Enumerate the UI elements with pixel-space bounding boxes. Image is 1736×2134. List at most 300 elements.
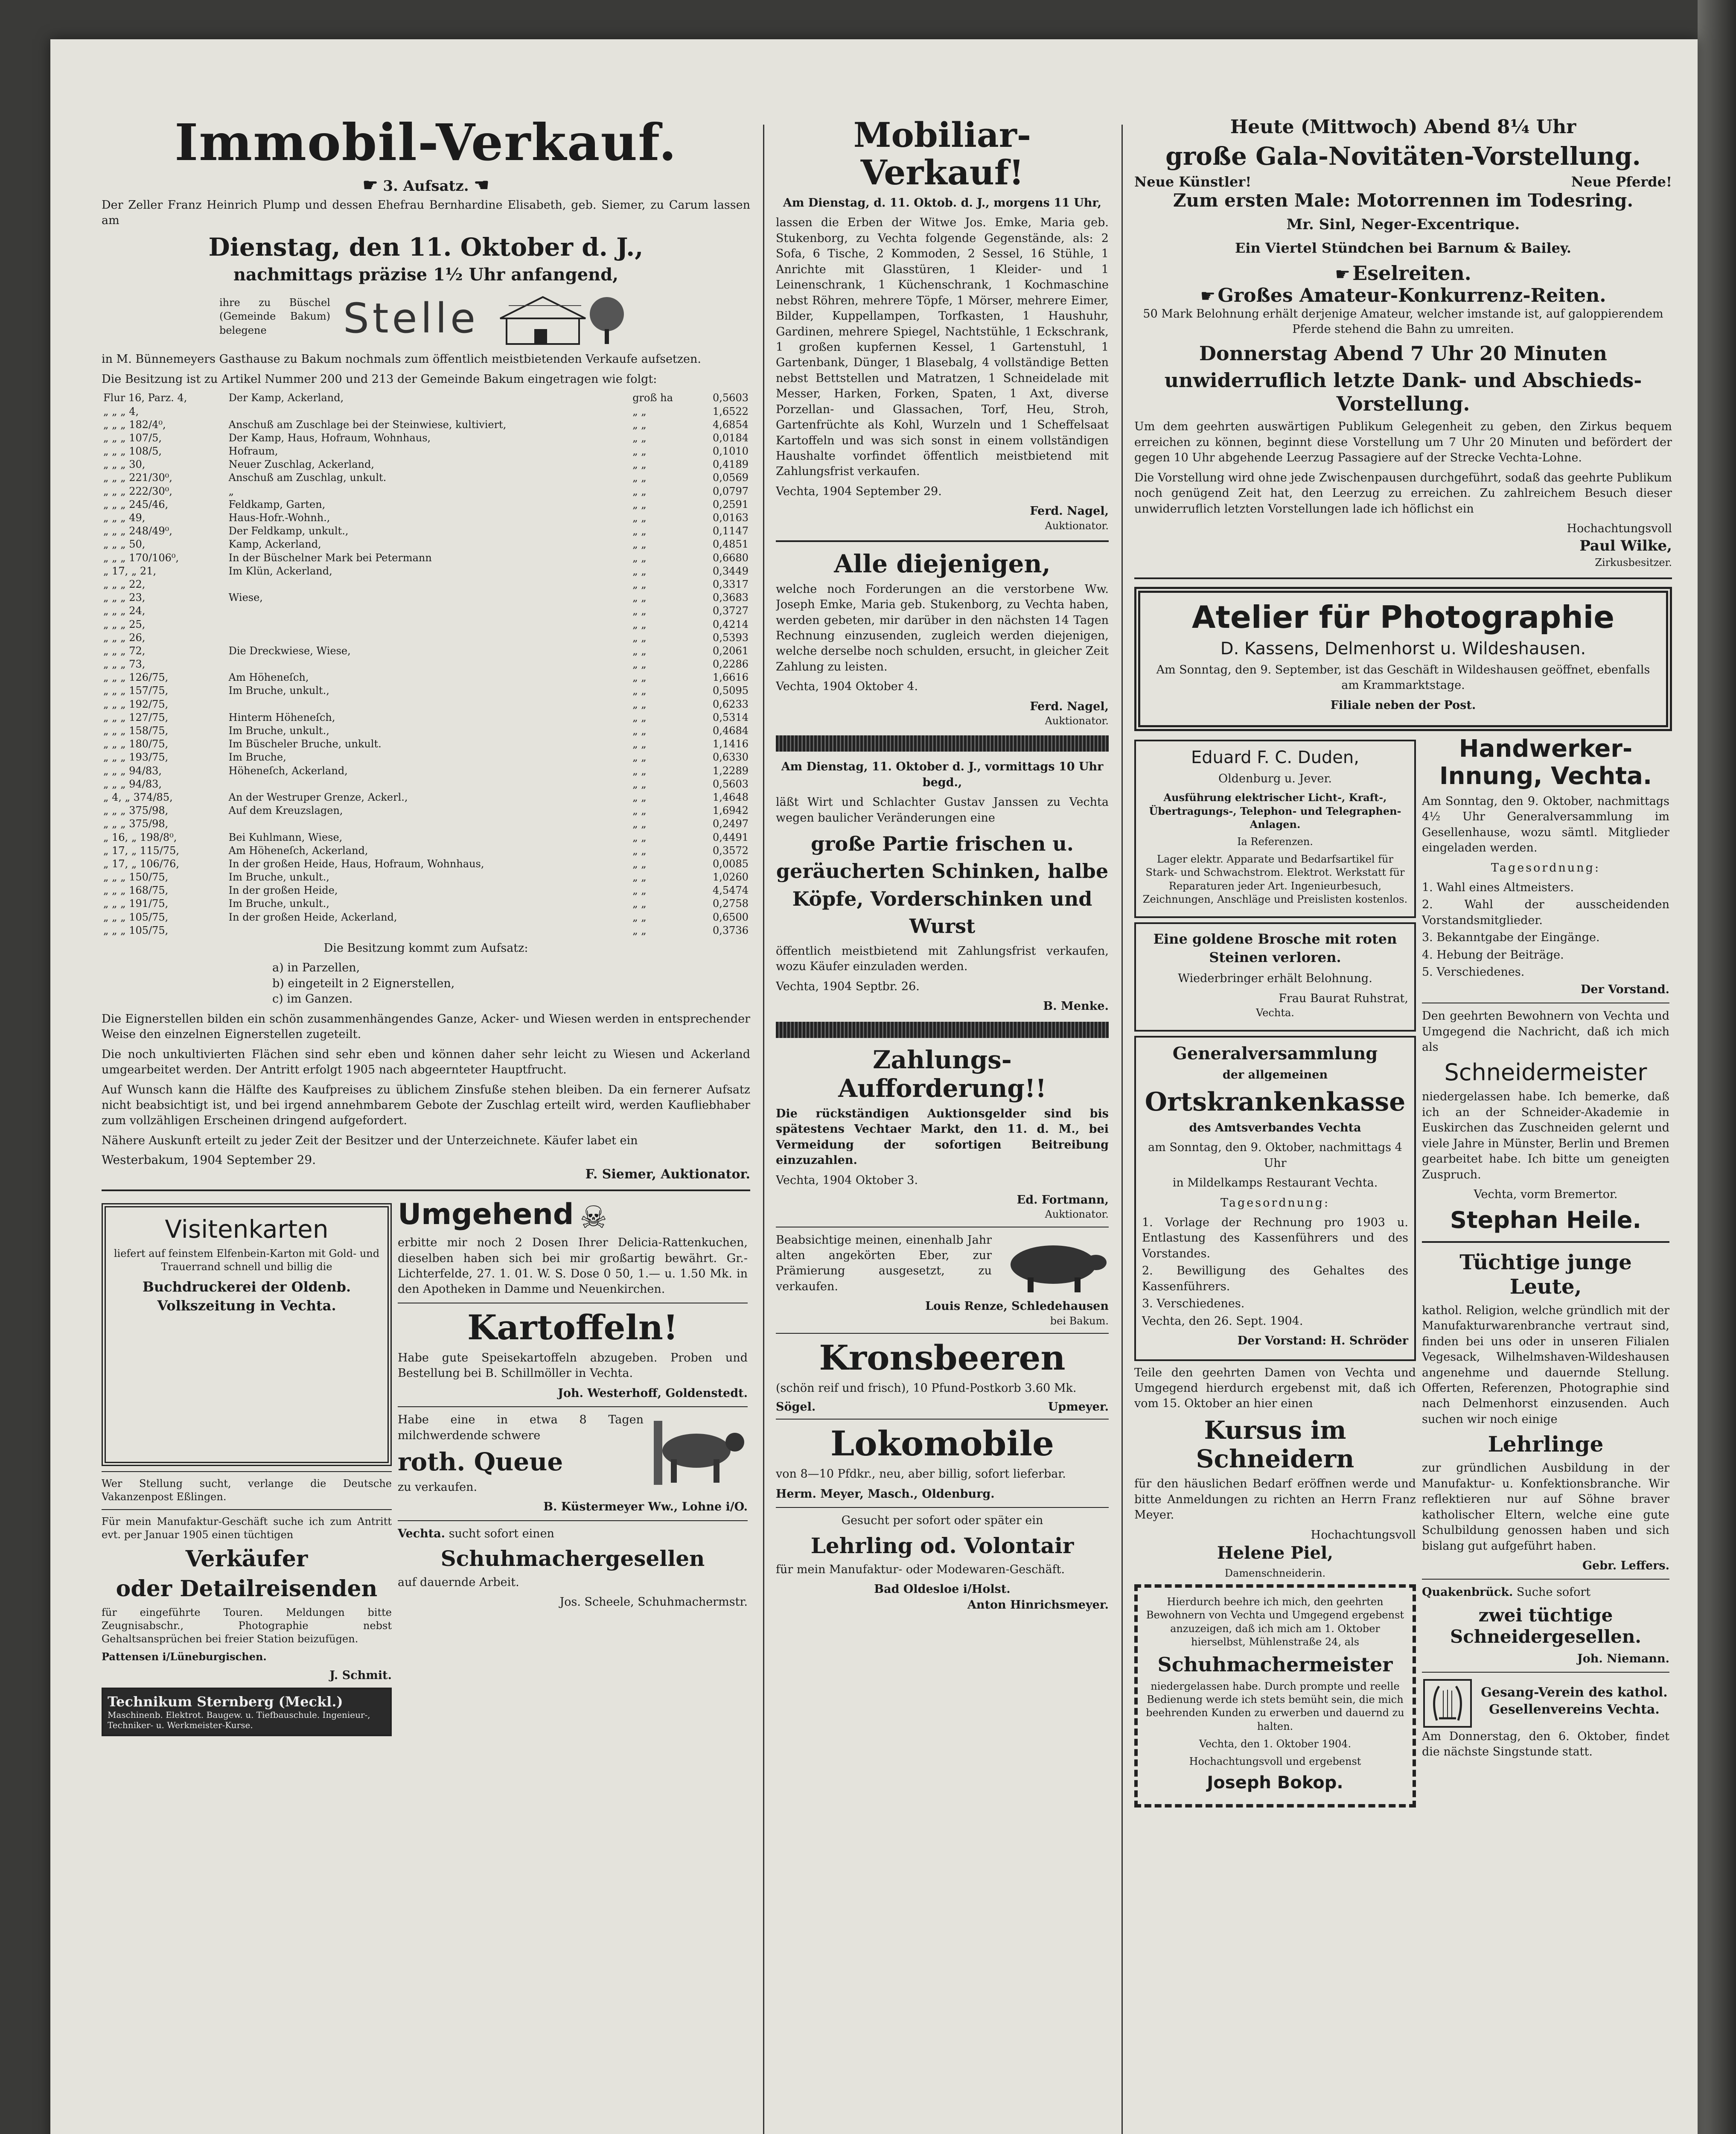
verein-ad	[1422, 1678, 1669, 1729]
parcel-area: 0,1147	[713, 525, 749, 537]
parcel-description: In der Büschelner Mark bei Petermann	[228, 551, 432, 564]
parcel-unit: „ „	[632, 445, 647, 458]
technikum-title: Technikum Sternberg (Meckl.)	[108, 1693, 343, 1710]
parcel-row	[102, 538, 750, 551]
parcel-row	[102, 884, 750, 897]
parcel-number: „ „ „ 193/75,	[103, 751, 169, 764]
parcel-area: 1,4648	[713, 791, 749, 803]
parcel-area: 0,4189	[713, 458, 749, 471]
parcel-number: „ „ „ 191/75,	[103, 898, 169, 910]
schinken-date2: Vechta, 1904 Septbr. 26.	[776, 980, 920, 993]
small-ads-row	[102, 1199, 750, 1740]
parcel-row	[102, 911, 750, 924]
gesellen-sign: Joh. Niemann.	[1577, 1652, 1669, 1665]
parcel-unit: „ „	[632, 791, 647, 803]
lehrling-text: Gesucht per sofort oder später ein	[841, 1514, 1043, 1528]
parcel-number: „ „ „ 221/30⁰,	[103, 472, 172, 484]
immobil-intro: Der Zeller Franz Heinrich Plump und dessen Ehefrau Bernhardine Elisabeth, geb. Siemer, zu Carum lassen am	[102, 198, 750, 227]
parcel-number: „ „ „ 168/75,	[103, 884, 169, 897]
manufaktur-text: Für mein Manufaktur-Geschäft suche ich zum Antritt evt. per Januar 1905 einen tüchtigen	[102, 1515, 392, 1541]
small-ads-left	[102, 1199, 392, 1740]
mobiliar-title: Mobiliar-Verkauf!	[853, 116, 1031, 192]
general-ad	[1134, 1036, 1416, 1361]
offer-item: c) im Ganzen.	[272, 992, 353, 1006]
parcel-description	[227, 578, 631, 591]
meister-place: Vechta, vorm Bremertor.	[1474, 1188, 1618, 1201]
parcel-number: „ „ „ 94/83,	[103, 778, 162, 790]
kursus-role: Damenschneiderin.	[1224, 1567, 1326, 1579]
parcel-row	[102, 698, 750, 711]
parcel-row	[102, 485, 750, 498]
parcel-number: Flur 16, Parz. 4,	[103, 392, 187, 404]
atelier-title: Atelier für Photographie	[1191, 599, 1615, 635]
innung-agenda-item: 2. Wahl der ausscheidenden Vorstandsmitglieder.	[1422, 898, 1669, 927]
kartoffeln-text: Habe gute Speisekartoffeln abzugeben. Proben und Bestellung bei B. Schillmöller in Vechta.	[398, 1351, 748, 1380]
queue-text: Habe eine in etwa 8 Tagen milchwerdende schwere	[398, 1413, 644, 1442]
meister-sign: Stephan Heile.	[1450, 1206, 1642, 1233]
parcel-number: „ „ „ 4,	[103, 405, 139, 417]
schinken-date: Am Dienstag, 11. Oktober d. J., vormittags 10 Uhr begd.,	[781, 760, 1104, 789]
gala-hoch: Hochachtungsvoll	[1567, 522, 1672, 536]
parcel-number: „ „ „ 24,	[103, 605, 146, 617]
parcel-area: 0,5393	[713, 631, 749, 644]
eber-text: Beabsichtige meinen, einenhalb Jahr alten angekörten Eber, zur Prämierung ausgesetzt, zu verkaufen.	[776, 1233, 992, 1293]
parcel-number: „ „ „ 158/75,	[103, 725, 169, 737]
parcel-area: 0,6330	[713, 751, 749, 764]
general-tages: Tagesordnung:	[1220, 1196, 1330, 1210]
donnerstag: Donnerstag Abend 7 Uhr 20 Minuten	[1199, 341, 1607, 365]
parcel-area: 0,2591	[713, 498, 749, 510]
esel-row	[1134, 262, 1672, 285]
immobil-intro3: in M. Bünnemeyers Gasthause zu Bakum nochmals zum öffentlich meistbietenden Verkaufe aufsetzen.	[102, 353, 701, 366]
parcel-number: „ 17, „ 21,	[103, 565, 157, 577]
stelle-row	[102, 289, 750, 348]
schuh-text2: auf dauernde Arbeit.	[398, 1576, 519, 1589]
schinken-text2: öffentlich meistbietend mit Zahlungsfrist verkaufen, wozu Käufer einzuladen werden.	[776, 944, 1109, 974]
parcel-unit: groß ha	[632, 392, 673, 404]
parcel-description: In der großen Heide, Haus, Hofraum, Wohnhaus,	[228, 857, 484, 870]
parcel-number: „ „ „ 105/75,	[103, 924, 169, 936]
parcel-description	[227, 618, 631, 631]
parcel-description: Höheneſch, Ackerland,	[228, 764, 348, 777]
zahlungs-sign: Ed. Fortmann,	[1017, 1193, 1109, 1207]
parcel-area: 0,3736	[713, 924, 749, 936]
gala-right: Neue Pferde!	[1571, 174, 1672, 190]
parcel-number: „ „ „ 73,	[103, 658, 146, 671]
bokop-sign: Joseph Bokop.	[1207, 1773, 1343, 1793]
krons-sign-right: Upmeyer.	[1048, 1400, 1109, 1414]
parcel-number: „ „ „ 108/5,	[103, 445, 162, 458]
umgehend-title: Umgehend	[398, 1198, 574, 1232]
verein-title: Gesang-Verein des kathol. Gesellenvereins Vechta.	[1481, 1685, 1668, 1717]
parcel-number: „ „ „ 26,	[103, 631, 146, 644]
parcel-description: Hinterm Höheneſch,	[228, 711, 335, 723]
signoff-place: Westerbakum, 1904 September 29.	[102, 1153, 316, 1167]
general-agenda-item: 3. Verschiedenes.	[1142, 1297, 1245, 1311]
stelle-heading: Stelle	[343, 294, 479, 343]
parcel-number: „ „ „ 248/49⁰,	[103, 525, 172, 537]
innung-agenda-item: 1. Wahl eines Altmeisters.	[1422, 881, 1574, 894]
parcel-area: 0,2286	[713, 658, 749, 671]
parcel-area: 0,0085	[713, 857, 749, 870]
innung-agenda	[1422, 880, 1669, 980]
column-1	[102, 116, 750, 1740]
parcel-number: „ „ „ 50,	[103, 538, 146, 551]
meister-text: Den geehrten Bewohnern von Vechta und Umgegend die Nachricht, daß ich mich als	[1422, 1009, 1669, 1054]
brosche-title: Eine goldene Brosche mit roten Steinen verloren.	[1153, 930, 1397, 966]
loko-text: von 8—10 Pfdkr., neu, aber billig, sofort lieferbar.	[776, 1467, 1066, 1481]
parcel-area: 0,5095	[713, 685, 749, 697]
brosche-ad	[1134, 922, 1416, 1032]
offer-item: a) in Parzellen,	[272, 961, 360, 975]
brosche-sign: Frau Baurat Ruhstrat,	[1279, 991, 1408, 1005]
immobil-date: Dienstag, den 11. Oktober d. J.,	[208, 232, 644, 262]
divider	[1134, 577, 1672, 579]
divider	[398, 1520, 748, 1521]
gesellen-title: zwei tüchtige Schneidergesellen.	[1450, 1604, 1642, 1647]
parcel-unit: „ „	[632, 631, 647, 644]
lehrlinge-text: zur gründlichen Ausbildung in der Manufaktur- u. Konfektionsbranche. Wir reflektieren nur auf Söhne braver katholischer Eltern, welche eine gute Schulbildung genossen haben und sich bislang gut aufgeführt haben.	[1422, 1461, 1669, 1553]
gala-left: Neue Künstler!	[1134, 174, 1252, 190]
innung-agenda-item: 4. Hebung der Beiträge.	[1422, 948, 1564, 962]
parcel-area: 0,5603	[713, 392, 749, 404]
immobil-body: Die noch unkultivierten Flächen sind sehr eben und können daher sehr leicht zu Wiesen und Ackerland umgearbeitet werden. Der Antritt erfolgt 1905 nach abgeernteter Hauptfrucht.	[102, 1047, 750, 1077]
small-ads-right	[398, 1199, 748, 1740]
parcel-area: 0,3449	[713, 565, 749, 577]
schuh-title: Schuhmachergesellen	[440, 1546, 705, 1571]
parcel-unit: „ „	[632, 871, 647, 883]
leute-text: kathol. Religion, welche gründlich mit der Manufakturwarenbranche vertraut sind, finden bei uns oder in unseren Filialen Vegesack, Wilhelmshaven-Wildeshausen angenehme und dauernde Stellung. Offerten, Referenzen, Photographie sind nach Delmenhorst einzusenden. Auch suchen wir noch einige	[1422, 1303, 1669, 1426]
kartoffeln-title: Kartoffeln!	[467, 1307, 679, 1347]
immobil-body: Die Eignerstellen bilden ein schön zusammenhängendes Ganze, Acker- und Wiesen werden in entsprechender Weise den einzelnen Eignerstellen zugeteilt.	[102, 1012, 750, 1041]
krons-sign-left: Sögel.	[776, 1400, 816, 1414]
duden-title: Eduard F. C. Duden,	[1191, 748, 1359, 768]
divider	[102, 1509, 392, 1510]
parcel-number: „ „ „ 126/75,	[103, 671, 169, 684]
lehrling-title: Lehrling od. Volontair	[810, 1533, 1074, 1558]
parcel-row	[102, 431, 750, 445]
pointing-hand-icon: ☛	[1335, 264, 1351, 284]
parcel-unit: „ „	[632, 605, 647, 617]
parcel-area: 0,6500	[713, 911, 749, 923]
parcel-row	[102, 445, 750, 458]
lehrling-sign: Anton Hinrichsmeyer.	[967, 1598, 1109, 1612]
parcel-description: Kamp, Ackerland,	[228, 538, 321, 551]
technikum-text: Maschinenb. Elektrot. Baugew. u. Tiefbauschule. Ingenieur-, Techniker- u. Werkmeister-Kurse.	[108, 1709, 370, 1730]
signoff-name: F. Siemer, Auktionator.	[585, 1167, 750, 1182]
parcel-description	[227, 817, 631, 831]
parcel-area: 0,3727	[713, 605, 749, 617]
parcel-row	[102, 391, 750, 405]
gala-text: Um dem geehrten auswärtigen Publikum Gelegenheit zu geben, den Zirkus bequem erreichen zu können, beginnt diese Vorstellung um 7 Uhr 20 Minuten und befördert der gegen 10 Uhr abgehende Leerzug Passagiere auf der Strecke Vechta-Lohne.	[1134, 420, 1672, 465]
parcel-unit: „ „	[632, 472, 647, 484]
parcel-description: In der großen Heide, Ackerland,	[228, 911, 397, 923]
parcel-number: „ „ „ 170/106⁰,	[103, 551, 179, 564]
parcel-unit: „ „	[632, 831, 647, 843]
innung-title: Handwerker-Innung, Vechta.	[1439, 735, 1652, 790]
parcel-description: Am Höheneſch, Ackerland,	[228, 844, 368, 857]
column-3	[1134, 116, 1672, 1812]
parcel-unit: „ „	[632, 711, 647, 723]
general-date: am Sonntag, den 9. Oktober, nachmittags 4 Uhr	[1148, 1141, 1402, 1170]
parcel-description: Anschuß am Zuschlage bei der Steinwiese, kultiviert,	[228, 418, 507, 431]
parcel-number: „ „ „ 150/75,	[103, 871, 169, 883]
verkaeufer-place: Pattensen i/Lüneburgischen.	[102, 1650, 267, 1663]
parcel-row	[102, 578, 750, 591]
parcel-area: 1,1416	[713, 738, 749, 750]
parcel-number: „ „ „ 22,	[103, 578, 146, 590]
parcel-area: 0,2061	[713, 644, 749, 657]
duden-sub: Oldenburg u. Jever.	[1218, 772, 1332, 786]
parcel-area: 0,3317	[713, 578, 749, 590]
bokop-date: Vechta, den 1. Oktober 1904.	[1199, 1738, 1352, 1750]
parcel-description: Im Bruche, unkult.,	[228, 898, 329, 910]
mobiliar-text: lassen die Erben der Witwe Jos. Emke, Maria geb. Stukenborg, zu Vechta folgende Gegenstände, als: 2 Sofa, 6 Tische, 2 Kommoden, 2 Sessel, 16 Stühle, 1 Anrichte mit Glasstüren, 1 Kleider- und 1 Leinenschrank, 1 Küchenschrank, 1 Kochmaschine nebst Röhren, mehrere Töpfe, 1 Mörser, mehrere Eimer, Bilder, Kuppellampen, Torfkasten, 1 Haushuhr, Gardinen, mehrere Spiegel, Nachtstühle, 1 Eckschrank, 1 großen kupfernen Kessel, 1 Gartenstuhl, 1 Gartenbank, Dünger, 1 Blasebalg, 4 vollständige Betten nebst Bettstellen und Matratzen, 1 Schneidelade mit Messer, Harken, Forken, Spaten, 1 Axt, diverse Porzellan- und Glassachen, Torf, Heu, Stroh, Gartenfrüchte als Kohl, Wurzeln und 1 Scheffelsaat Kartoffeln und was sich sonst in einem vollständigen Haushalte vorfindet öffentlich meistbietend mit Zahlungsfrist verkaufen.	[776, 216, 1109, 478]
parcel-number: „ „ „ 49,	[103, 512, 146, 524]
bokop-text2: niedergelassen habe. Durch prompte und reelle Bedienung werde ich stets bemüht sein, die mich beehrenden Kunden zu erwerben und dauernd zu halten.	[1146, 1680, 1404, 1732]
parcel-row	[102, 817, 750, 831]
zahlungs-title: Zahlungs-Aufforderung!!	[838, 1045, 1046, 1103]
parcel-unit: „ „	[632, 924, 647, 936]
parcel-number: „ 17, „ 106/76,	[103, 857, 179, 870]
ornament-band	[776, 1022, 1109, 1038]
atelier-sub: D. Kassens, Delmenhorst u. Wildeshausen.	[1220, 638, 1586, 659]
parcel-number: „ 17, „ 115/75,	[103, 844, 179, 857]
gala-title: große Gala-Novitäten-Vorstellung.	[1165, 141, 1641, 171]
parcel-unit: „ „	[632, 911, 647, 923]
schuh-sign: Jos. Scheele, Schuhmachermstr.	[559, 1595, 748, 1609]
parcel-unit: „ „	[632, 644, 647, 657]
general-place: in Mildelkamps Restaurant Vechta.	[1172, 1176, 1378, 1190]
parcel-description	[227, 924, 631, 937]
parcel-area: 0,4214	[713, 618, 749, 630]
parcel-row	[102, 471, 750, 484]
duden-ref: Ia Referenzen.	[1237, 836, 1313, 848]
parcel-row	[102, 551, 750, 565]
parcel-area: 0,3572	[713, 844, 749, 857]
parcel-area: 0,0184	[713, 431, 749, 444]
aufsatz-line: ☛ 3. Aufsatz. ☚	[362, 175, 489, 195]
boar-icon	[998, 1233, 1109, 1297]
general-sub2: des Amtsverbandes Vechta	[1189, 1121, 1361, 1134]
bokop-hoch: Hochachtungsvoll und ergebenst	[1189, 1755, 1361, 1768]
esel-title: Eselreiten.	[1352, 261, 1471, 285]
innung-agenda-item: 3. Bekanntgabe der Eingänge.	[1422, 931, 1600, 945]
kartoffeln-sign: Joh. Westerhoff, Goldenstedt.	[558, 1386, 748, 1400]
parcel-unit: „ „	[632, 431, 647, 444]
duden-text: Ausführung elektrischer Licht-, Kraft-, Übertragungs-, Telephon- und Telegraphen-Anlagen.	[1149, 791, 1401, 831]
parcel-unit: „ „	[632, 405, 647, 417]
parcel-description	[227, 658, 631, 671]
parcel-area: 0,0569	[713, 472, 749, 484]
queue-title: roth. Queue	[398, 1447, 563, 1476]
parcel-description: Der Kamp, Haus, Hofraum, Wohnhaus,	[228, 431, 431, 444]
parcel-area: 0,6680	[713, 551, 749, 564]
parcel-area: 0,4684	[713, 725, 749, 737]
parcel-description	[227, 405, 631, 418]
parcel-area: 4,6854	[713, 418, 749, 431]
parcel-description: Am Höheneſch,	[228, 671, 309, 684]
gala-line2: Zum ersten Male: Motorrennen im Todesring.	[1173, 190, 1634, 211]
abschied: unwiderruflich letzte Dank- und Abschieds-Vorstellung.	[1164, 369, 1642, 416]
divider	[1422, 1579, 1669, 1580]
schinken-text: läßt Wirt und Schlachter Gustav Janssen zu Vechta wegen baulicher Veränderungen eine	[776, 796, 1109, 825]
general-agenda-item: 1. Vorlage der Rechnung pro 1903 u. Entlastung des Kassenführers und des Vorstandes.	[1142, 1216, 1408, 1260]
atelier-text: Am Sonntag, den 9. September, ist das Geschäft in Wildeshausen geöffnet, ebenfalls am Krammarktstage.	[1156, 663, 1650, 692]
pointing-hand-icon: ☛	[362, 175, 378, 195]
parcel-row	[102, 604, 750, 618]
parcel-unit: „ „	[632, 618, 647, 630]
umgehend-header	[398, 1199, 748, 1235]
verkaeufer-title: Verkäufer	[185, 1546, 308, 1572]
parcel-description: Feldkamp, Garten,	[228, 498, 326, 510]
divider	[1422, 1672, 1669, 1673]
parcel-description: Im Büscheler Bruche, unkult.	[228, 738, 382, 750]
verkaeufer-sub: oder Detailreisenden	[116, 1576, 378, 1602]
parcel-number: „ „ „ 72,	[103, 644, 146, 657]
parcel-description: Im Bruche, unkult.,	[228, 725, 329, 737]
parcel-area: 0,2758	[713, 898, 749, 910]
parcel-unit: „ „	[632, 898, 647, 910]
parcel-row	[102, 458, 750, 471]
offer-intro: Die Besitzung kommt zum Aufsatz:	[323, 942, 528, 955]
parcel-description: An der Westruper Grenze, Ackerl.,	[228, 791, 408, 803]
parcel-unit: „ „	[632, 538, 647, 551]
parcel-row	[102, 565, 750, 578]
offer-list	[102, 960, 750, 1007]
parcel-row	[102, 924, 750, 937]
visitenkarten-ad	[102, 1203, 392, 1466]
immobil-time: nachmittags präzise 1½ Uhr anfangend,	[233, 265, 619, 285]
divider	[398, 1406, 748, 1407]
gala-line3: Mr. Sinl, Neger-Excentrique.	[1286, 216, 1520, 233]
parcel-description	[227, 778, 631, 791]
pointing-hand-icon: ☛	[1200, 286, 1216, 306]
gesellen-row: Quakenbrück. Suche sofort	[1422, 1586, 1591, 1599]
divider	[776, 540, 1109, 542]
gala-novelty-row	[1134, 174, 1672, 190]
parcel-row	[102, 511, 750, 525]
immobil-intro2: ihre zu Büschel (Gemeinde Bakum) belegene	[219, 296, 330, 336]
parcel-row	[102, 418, 750, 431]
kursus-sign: Helene Piel,	[1217, 1542, 1334, 1563]
eber-place: bei Bakum.	[1050, 1315, 1109, 1327]
parcel-unit: „ „	[632, 671, 647, 684]
col3-split	[1134, 735, 1672, 1812]
general-title: Generalversammlung	[1172, 1044, 1378, 1064]
schinken-title: große Partie frischen u. geräucherten Schinken, halbe Köpfe, Vorderschinken und Wurst	[776, 832, 1109, 938]
krons-text: (schön reif und frisch), 10 Pfund-Postkorb 3.60 Mk.	[776, 1381, 1077, 1395]
brosche-place: Vechta.	[1256, 1007, 1294, 1019]
parcel-number: „ „ „ 182/4⁰,	[103, 418, 166, 431]
alle-date: Vechta, 1904 Oktober 4.	[776, 680, 918, 694]
parcel-description	[227, 604, 631, 618]
zahlungs-date: Vechta, 1904 Oktober 3.	[776, 1173, 918, 1187]
meister-title: Schneidermeister	[1444, 1059, 1647, 1086]
parcel-unit: „ „	[632, 458, 647, 471]
general-sub: der allgemeinen	[1222, 1068, 1328, 1082]
verkaeufer-text: für eingeführte Touren. Meldungen bitte Zeugnisabschr., Photographie nebst Gehaltsansprüchen bei freier Station beizufügen.	[102, 1606, 392, 1645]
queue-sign: B. Küstermeyer Ww., Lohne i/O.	[543, 1500, 748, 1514]
lehrling-place: Bad Oldesloe i/Holst.	[874, 1583, 1011, 1596]
parcel-unit: „ „	[632, 725, 647, 737]
parcel-row	[102, 844, 750, 857]
bokop-ad	[1134, 1584, 1416, 1807]
alle-title: Alle diejenigen,	[834, 549, 1051, 578]
parcel-description: In der großen Heide,	[228, 884, 338, 897]
gala-sign: Paul Wilke,	[1579, 537, 1672, 555]
parcel-description: „	[228, 485, 234, 497]
parcel-number: „ „ „ 375/98,	[103, 818, 169, 830]
schinken-sign: B. Menke.	[1043, 999, 1109, 1013]
parcel-row	[102, 631, 750, 644]
parcel-table	[102, 391, 750, 937]
parcel-area: 1,2289	[713, 764, 749, 777]
parcel-unit: „ „	[632, 738, 647, 750]
parcel-row	[102, 618, 750, 631]
mobiliar-sign: Ferd. Nagel,	[1030, 504, 1109, 518]
newspaper-page	[50, 39, 1698, 2134]
innung-tages: Tagesordnung:	[1491, 861, 1601, 875]
parcel-row	[102, 644, 750, 658]
parcel-row	[102, 857, 750, 871]
divider	[776, 1419, 1109, 1420]
parcel-unit: „ „	[632, 551, 647, 564]
parcel-row	[102, 897, 750, 910]
parcel-row	[102, 525, 750, 538]
ornament-band	[776, 735, 1109, 752]
kursus-title: Kursus im Schneidern	[1196, 1415, 1354, 1473]
parcel-area: 0,6233	[713, 698, 749, 710]
parcel-row	[102, 658, 750, 671]
parcel-unit: „ „	[632, 565, 647, 577]
zahlungs-text: Die rückständigen Auktionsgelder sind bis spätestens Vechtaer Markt, den 11. d. M., bei Vermeidung der sofortigen Beitreibung einzuzahlen.	[776, 1107, 1109, 1167]
parcel-area: 1,0260	[713, 871, 749, 883]
general-name: Ortskrankenkasse	[1145, 1087, 1406, 1117]
binding-edge	[1698, 0, 1736, 2134]
innung-text: Am Sonntag, den 9. Oktober, nachmittags 4½ Uhr Generalversammlung im Gesellenhause, wozu sämtl. Mitglieder eingeladen werden.	[1422, 794, 1669, 855]
parcel-description	[227, 698, 631, 711]
parcel-unit: „ „	[632, 485, 647, 497]
parcel-description: Der Kamp, Ackerland,	[228, 392, 344, 404]
immobil-intro4: Die Besitzung ist zu Artikel Nummer 200 und 213 der Gemeinde Bakum eingetragen wie folgt:	[102, 372, 657, 386]
meister-text2: niedergelassen habe. Ich bemerke, daß ich an der Schneider-Akademie in Euskirchen das Zuschneiden gelernt und viele Jahre in Münster, Berlin und Bremen gearbeitet habe. Ich bitte um geneigten Zuspruch.	[1422, 1090, 1669, 1181]
lehrling-text2: für mein Manufaktur- oder Modewaren-Geschäft.	[776, 1563, 1065, 1576]
parcel-description	[227, 631, 631, 644]
gala-line1: Heute (Mittwoch) Abend 8¼ Uhr	[1230, 116, 1576, 138]
skull-icon: ☠	[580, 1199, 608, 1235]
parcel-description: Die Dreckwiese, Wiese,	[228, 644, 351, 657]
parcel-row	[102, 764, 750, 778]
offer-item: b) eingeteilt in 2 Eignerstellen,	[272, 977, 455, 990]
parcel-row	[102, 791, 750, 804]
parcel-area: 0,5603	[713, 778, 749, 790]
krons-sign-row	[776, 1400, 1109, 1414]
stellung-ad: Wer Stellung sucht, verlange die Deutsche Vakanzenpost Eßlingen.	[102, 1478, 392, 1503]
parcel-area: 1,6616	[713, 671, 749, 684]
queue-text2: zu verkaufen.	[398, 1480, 478, 1494]
alle-text: welche noch Forderungen an die verstorbene Ww. Joseph Emke, Maria geb. Stukenborg, zu Vechta haben, werden gebeten, mir darüber in den nächsten 14 Tagen Rechnung einzusenden, zugleich werden diejenigen, welche derselbe noch schulden, ersucht, in gleicher Zeit Zahlung zu leisten.	[776, 582, 1109, 673]
parcel-description: Bei Kuhlmann, Wiese,	[228, 831, 343, 843]
visitenkarten-title: Visitenkarten	[165, 1215, 329, 1244]
parcel-number: „ „ „ 245/46,	[103, 498, 169, 510]
parcel-unit: „ „	[632, 685, 647, 697]
parcel-row	[102, 405, 750, 418]
parcel-description: Wiese,	[228, 592, 263, 604]
parcel-area: 1,6522	[713, 405, 749, 417]
verein-text: Am Donnerstag, den 6. Oktober, findet die nächste Singstunde statt.	[1422, 1730, 1669, 1759]
loko-title: Lokomobile	[830, 1423, 1054, 1464]
